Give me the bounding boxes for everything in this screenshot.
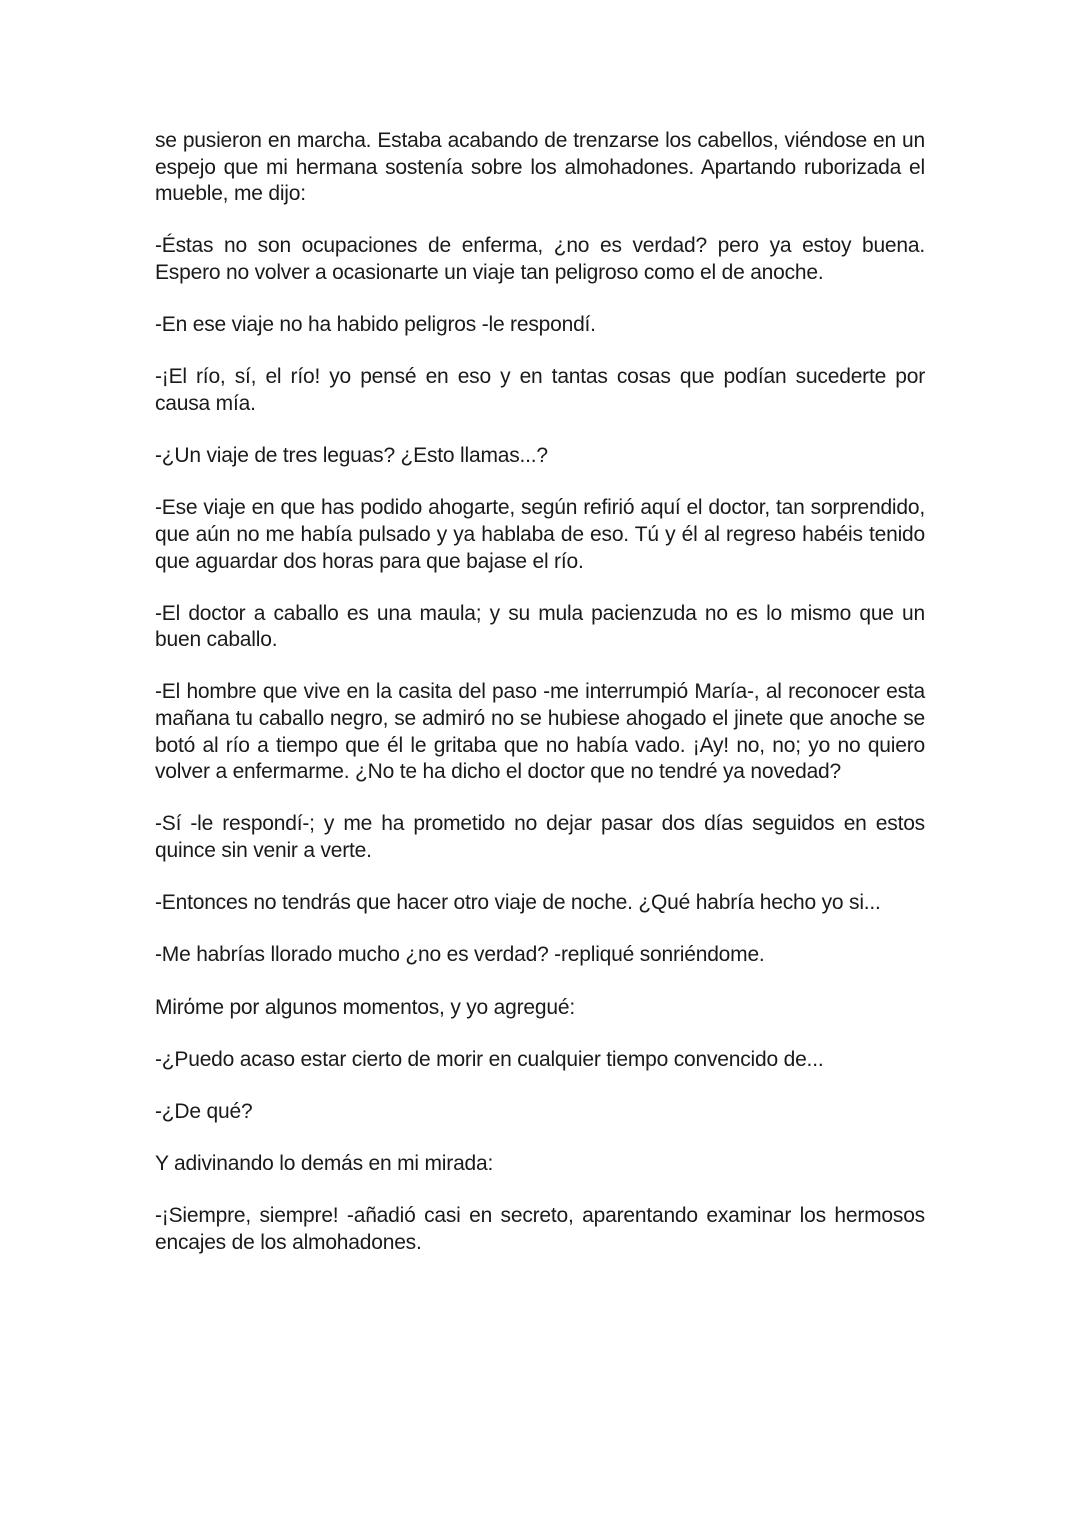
paragraph-9: -Sí -le respondí-; y me ha prometido no dejar pasar dos días seguidos en estos quince sin venir a verte.: [155, 812, 925, 863]
paragraph-14: -¿De qué?: [155, 1099, 253, 1123]
paragraph-2: -Éstas no son ocupaciones de enferma, ¿no es verdad? pero ya estoy buena. Espero no volver a ocasionarte un viaje tan peligroso como el de anoche.: [155, 234, 925, 284]
paragraph-11: -Me habrías llorado mucho ¿no es verdad? -repliqué sonriéndome.: [155, 943, 765, 967]
paragraph-3: -En ese viaje no ha habido peligros -le respondí.: [155, 313, 596, 337]
paragraph-5: -¿Un viaje de tres leguas? ¿Esto llamas...?: [155, 444, 548, 468]
paragraph-6: -Ese viaje en que has podido ahogarte, según refirió aquí el doctor, tan sorprendido, que aún no me había pulsado y ya hablaba de eso. Tú y él al regreso habéis tenido que aguardar dos horas para que bajase el río.: [155, 496, 925, 573]
paragraph-16: -¡Siempre, siempre! -añadió casi en secreto, aparentando examinar los hermosos encajes de los almohadones.: [155, 1204, 925, 1254]
paragraph-8: -El hombre que vive en la casita del paso -me interrumpió María-, al reconocer esta mañana tu caballo negro, se admiró no se hubiese ahogado el jinete que anoche se botó al río a tiempo que él le gritaba que no había vado. ¡Ay! no, no; yo no quiero volver a enfermarme. ¿No te ha dicho el doctor que no tendré ya novedad?: [155, 680, 925, 784]
paragraph-4: -¡El río, sí, el río! yo pensé en eso y en tantas cosas que podían sucederte por causa mía.: [155, 365, 925, 415]
paragraph-12: Mirόme por algunos momentos, y yo agregué:: [155, 995, 575, 1019]
document-page: [155, 128, 925, 1282]
paragraph-1: se pusieron en marcha. Estaba acabando de trenzarse los cabellos, viéndose en un espejo que mi hermana sostenía sobre los almohadones. Apartando ruborizada el mueble, me dijo:: [155, 129, 925, 206]
paragraph-13: -¿Puedo acaso estar cierto de morir en cualquier tiempo convencido de...: [155, 1047, 824, 1071]
paragraph-15: Y adivinando lo demás en mi mirada:: [155, 1152, 494, 1176]
paragraph-7: -El doctor a caballo es una maula; y su mula pacienzuda no es lo mismo que un buen caballo.: [155, 601, 925, 652]
paragraph-10: -Entonces no tendrás que hacer otro viaje de noche. ¿Qué habría hecho yo si...: [155, 891, 881, 915]
